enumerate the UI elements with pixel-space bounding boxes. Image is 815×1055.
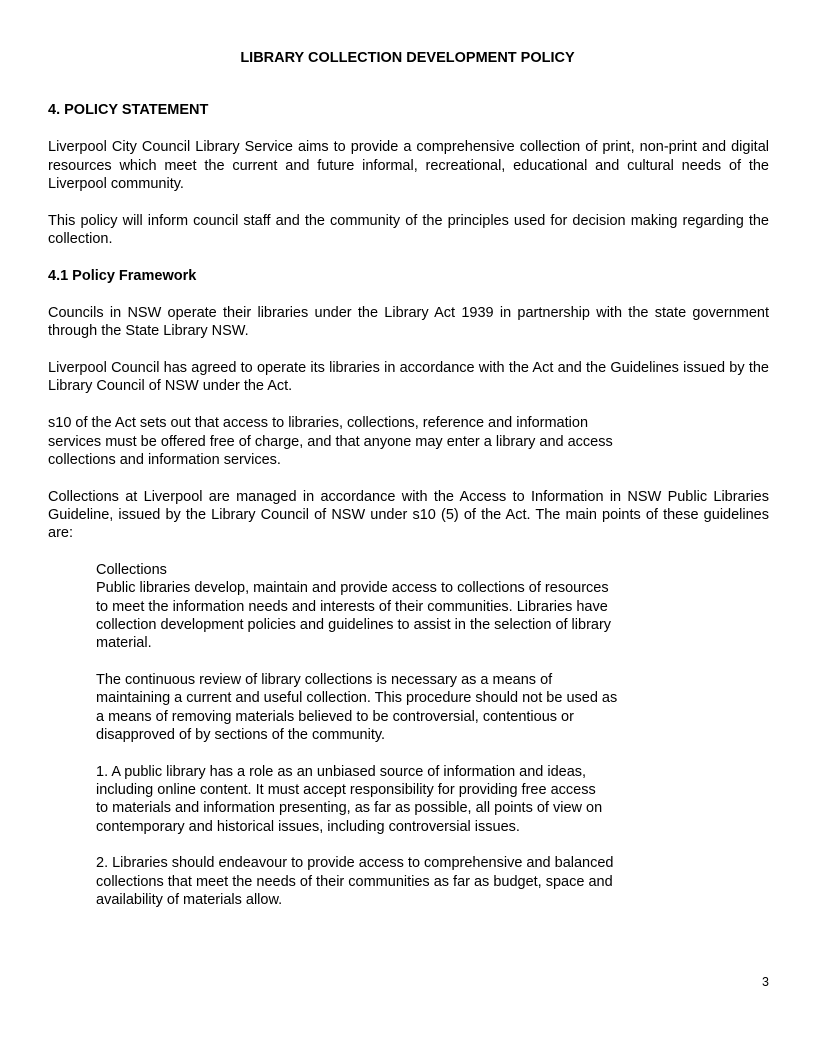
page-number: 3 [762, 975, 769, 989]
guidelines-block [96, 561, 696, 909]
s10-line: collections and information services. [48, 451, 281, 468]
collections-line: to meet the information needs and interests of their communities. Libraries have [96, 598, 608, 615]
framework-paragraph-act: Councils in NSW operate their libraries under the Library Act 1939 in partnership with the state government through the State Library NSW. [48, 305, 769, 340]
s10-line: s10 of the Act sets out that access to libraries, collections, reference and information [48, 415, 589, 432]
review-paragraph [96, 671, 696, 744]
collections-paragraph [96, 561, 696, 652]
review-line: The continuous review of library collections is necessary as a means of [96, 672, 553, 689]
subsection-heading: 4.1 Policy Framework [48, 267, 197, 284]
section-heading: 4. POLICY STATEMENT [48, 102, 209, 118]
collections-line: material. [96, 635, 152, 652]
document-body [48, 101, 769, 928]
guideline-point-1 [96, 763, 696, 836]
policy-purpose-paragraph: This policy will inform council staff and the community of the principles used for decision making regarding the collection. [48, 212, 769, 247]
framework-paragraph-guidelines: Liverpool Council has agreed to operate its libraries in accordance with the Act and the Guidelines issued by the Library Council of NSW under the Act. [48, 360, 769, 395]
collections-line: Public libraries develop, maintain and provide access to collections of resources [96, 580, 609, 597]
point-1-line: including online content. It must accept responsibility for providing free access [96, 782, 596, 799]
review-line: disapproved of by sections of the community. [96, 726, 386, 743]
point-2-line: collections that meet the needs of their communities as far as budget, space and [96, 873, 613, 890]
guideline-point-2 [96, 854, 696, 909]
point-2-line: availability of materials allow. [96, 892, 283, 908]
policy-aim-paragraph: Liverpool City Council Library Service aims to provide a comprehensive collection of print, non-print and digital resources which meet the current and future informal, recreational, educational and cultural needs of the Liverpool community. [48, 139, 769, 192]
collections-line: collection development policies and guidelines to assist in the selection of library [96, 616, 612, 633]
point-1-line: contemporary and historical issues, including controversial issues. [96, 818, 520, 835]
s10-line: services must be offered free of charge, and that anyone may enter a library and access [48, 433, 613, 450]
guideline-intro-paragraph: Collections at Liverpool are managed in accordance with the Access to Information in NSW Public Libraries Guideline, issued by the Library Council of NSW under s10 (5) of the Act. The main points of these guidelines are: [48, 488, 769, 542]
review-line: maintaining a current and useful collection. This procedure should not be used as [96, 690, 618, 707]
review-line: a means of removing materials believed to be controversial, contentious or [96, 708, 574, 725]
point-1-line: 1. A public library has a role as an unbiased source of information and ideas, [96, 763, 587, 780]
point-1-line: to materials and information presenting, as far as possible, all points of view on [96, 800, 603, 817]
point-2-line: 2. Libraries should endeavour to provide access to comprehensive and balanced [96, 855, 614, 872]
s10-paragraph [48, 414, 769, 469]
document-title: LIBRARY COLLECTION DEVELOPMENT POLICY [240, 50, 575, 66]
collections-heading: Collections [96, 562, 167, 579]
